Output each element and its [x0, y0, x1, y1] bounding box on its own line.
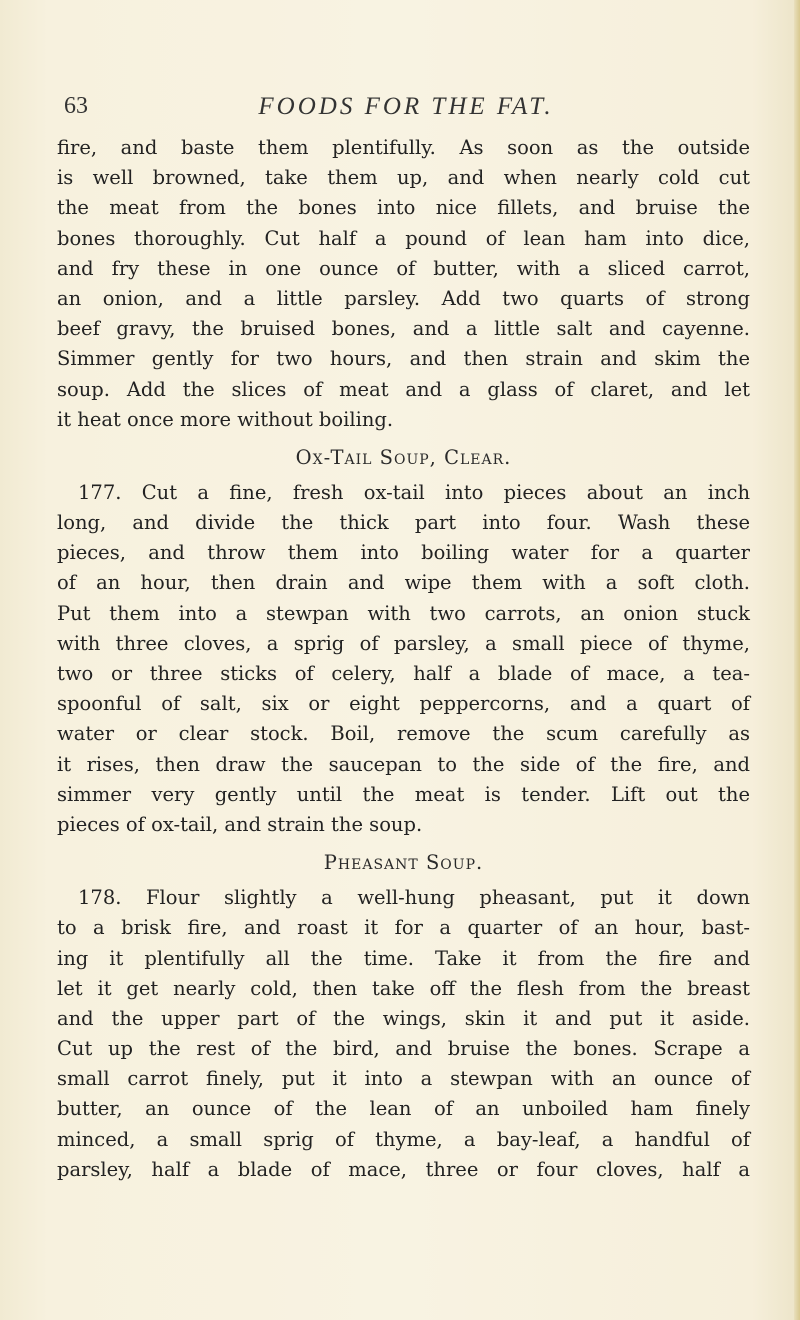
text-line: butter, an ounce of the lean of an unboiled ham finely: [57, 1097, 750, 1121]
text-line: pieces of ox-tail, and strain the soup.: [57, 812, 423, 836]
page-header: [56, 93, 756, 123]
text-line: water or clear stock. Boil, remove the scum carefully as: [57, 722, 750, 746]
text-line: and the upper part of the wings, skin it and put it aside.: [57, 1006, 750, 1030]
text-line: let it get nearly cold, then take off the flesh from the breast: [57, 976, 750, 1000]
text-line: and fry these in one ounce of butter, with a sliced carrot,: [57, 256, 750, 280]
text-line: minced, a small sprig of thyme, a bay-leaf, a handful of: [57, 1127, 750, 1151]
text-line: 178. Flour slightly a well-hung pheasant, put it down: [78, 886, 750, 910]
text-line: two or three sticks of celery, half a blade of mace, a tea-: [57, 662, 750, 685]
text-line: soup. Add the slices of meat and a glass of claret, and let: [57, 377, 750, 401]
text-line: long, and divide the thick part into four. Wash these: [57, 511, 750, 535]
text-line: to a brisk fire, and roast it for a quarter of an hour, bast-: [57, 916, 750, 940]
page-edge-shadow: [794, 0, 800, 1320]
body-text: [57, 133, 750, 1185]
text-line: Simmer gently for two hours, and then strain and skim the: [57, 347, 750, 371]
text-line: it heat once more without boiling.: [57, 407, 394, 431]
text-line: it rises, then draw the saucepan to the side of the fire, and: [57, 752, 750, 776]
running-title: FOODS FOR THE FAT.: [258, 93, 554, 120]
page-number: 63: [64, 93, 88, 119]
text-line: spoonful of salt, six or eight peppercorns, and a quart of: [57, 692, 750, 716]
text-line: 177. Cut a fine, fresh ox-tail into pieces about an inch: [78, 480, 750, 504]
text-line: with three cloves, a sprig of parsley, a small piece of thyme,: [57, 631, 750, 655]
text-line: Cut up the rest of the bird, and bruise the bones. Scrape a: [57, 1037, 750, 1061]
text-line: fire, and baste them plentifully. As soon as the outside: [57, 136, 750, 159]
text-line: bones thoroughly. Cut half a pound of lean ham into dice,: [57, 226, 750, 250]
text-line: simmer very gently until the meat is tender. Lift out the: [57, 782, 750, 806]
text-line: is well browned, take them up, and when nearly cold cut: [57, 166, 750, 190]
recipe-paragraph-177: [57, 478, 750, 840]
text-line: of an hour, then drain and wipe them with a soft cloth.: [57, 571, 750, 595]
text-line: Put them into a stewpan with two carrots, an onion stuck: [57, 601, 750, 625]
text-line: an onion, and a little parsley. Add two quarts of strong: [57, 286, 750, 310]
text-line: the meat from the bones into nice fillets, and bruise the: [57, 196, 750, 220]
text-line: ing it plentifully all the time. Take it from the fire and: [57, 946, 750, 970]
section-heading-ox-tail-soup: Ox-Tail Soup, Clear.: [295, 445, 512, 469]
text-line: small carrot finely, put it into a stewpan with an ounce of: [57, 1067, 750, 1091]
text-line: parsley, half a blade of mace, three or four cloves, half a: [57, 1157, 750, 1181]
recipe-paragraph-178: [57, 883, 750, 1185]
text-line: beef gravy, the bruised bones, and a little salt and cayenne.: [57, 317, 750, 341]
section-heading-pheasant-soup: Pheasant Soup.: [323, 851, 484, 875]
text-line: pieces, and throw them into boiling water for a quarter: [57, 541, 750, 565]
paragraph-continued: [57, 133, 750, 435]
